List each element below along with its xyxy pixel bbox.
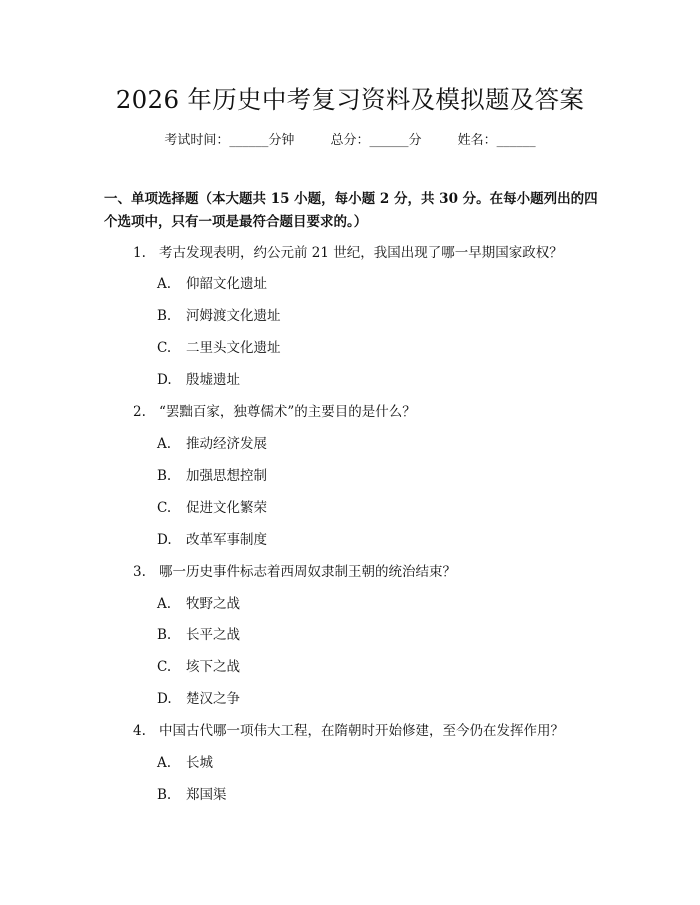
- document-title: 2026 年历史中考复习资料及模拟题及答案: [115, 85, 585, 114]
- option-letter: B.: [157, 627, 172, 643]
- option-letter: A.: [157, 276, 172, 292]
- question-3-option-a: [157, 594, 457, 614]
- option-text: 垓下之战: [186, 659, 240, 675]
- option-text: 改革军事制度: [186, 532, 267, 548]
- question-1-option-c: [157, 338, 457, 358]
- option-text: 河姆渡文化遗址: [186, 308, 281, 324]
- question-text: 哪一历史事件标志着西周奴隶制王朝的统治结束？: [159, 564, 456, 580]
- question-1-option-d: [157, 370, 457, 390]
- question-3-option-b: [157, 625, 457, 645]
- total-score-field: 总分：______分: [330, 133, 422, 148]
- question-2-option-b: [157, 466, 457, 486]
- option-text: 殷墟遗址: [186, 372, 240, 388]
- question-number: 2.: [133, 404, 146, 420]
- question-1-option-a: [157, 274, 457, 294]
- exam-info-line: [0, 131, 700, 151]
- question-2-option-a: [157, 434, 457, 454]
- question-2-option-d: [157, 530, 457, 550]
- option-text: 楚汉之争: [186, 691, 240, 707]
- question-3: [133, 562, 613, 582]
- section-heading: 一、单项选择题（本大题共 15 小题，每小题 2 分，共 30 分。在每小题列出的四个选项中，只有一项是最符合题目要求的。）: [104, 191, 598, 230]
- option-text: 二里头文化遗址: [186, 340, 281, 356]
- option-letter: D.: [157, 532, 172, 548]
- question-3-option-d: [157, 689, 457, 709]
- question-2-option-c: [157, 498, 457, 518]
- question-1: [133, 243, 613, 263]
- option-letter: B.: [157, 308, 172, 324]
- option-letter: A.: [157, 755, 172, 771]
- question-number: 4.: [133, 723, 146, 739]
- option-text: 郑国渠: [186, 787, 227, 803]
- option-text: 长城: [186, 755, 213, 771]
- option-text: 加强思想控制: [186, 468, 267, 484]
- question-3-option-c: [157, 657, 457, 677]
- option-letter: C.: [157, 500, 172, 516]
- student-name-field: 姓名：______: [457, 133, 536, 148]
- question-1-option-b: [157, 306, 457, 326]
- option-letter: A.: [157, 596, 172, 612]
- option-letter: A.: [157, 436, 172, 452]
- question-4-option-b: [157, 785, 457, 805]
- question-2: [133, 402, 613, 422]
- option-text: 促进文化繁荣: [186, 500, 267, 516]
- option-letter: B.: [157, 468, 172, 484]
- question-4-option-a: [157, 753, 457, 773]
- option-text: 牧野之战: [186, 596, 240, 612]
- option-letter: C.: [157, 340, 172, 356]
- question-text: 中国古代哪一项伟大工程，在隋朝时开始修建，至今仍在发挥作用？: [159, 723, 564, 739]
- question-number: 3.: [133, 564, 146, 580]
- option-text: 长平之战: [186, 627, 240, 643]
- option-letter: D.: [157, 372, 172, 388]
- question-number: 1.: [133, 245, 146, 261]
- option-text: 仰韶文化遗址: [186, 276, 267, 292]
- question-text: “罢黜百家，独尊儒术”的主要目的是什么？: [159, 404, 416, 420]
- option-letter: D.: [157, 691, 172, 707]
- exam-time-field: 考试时间：______分钟: [164, 133, 295, 148]
- option-letter: C.: [157, 659, 172, 675]
- question-text: 考古发现表明，约公元前 21 世纪，我国出现了哪一早期国家政权？: [159, 245, 563, 261]
- option-letter: B.: [157, 787, 172, 803]
- question-4: [133, 721, 613, 741]
- option-text: 推动经济发展: [186, 436, 267, 452]
